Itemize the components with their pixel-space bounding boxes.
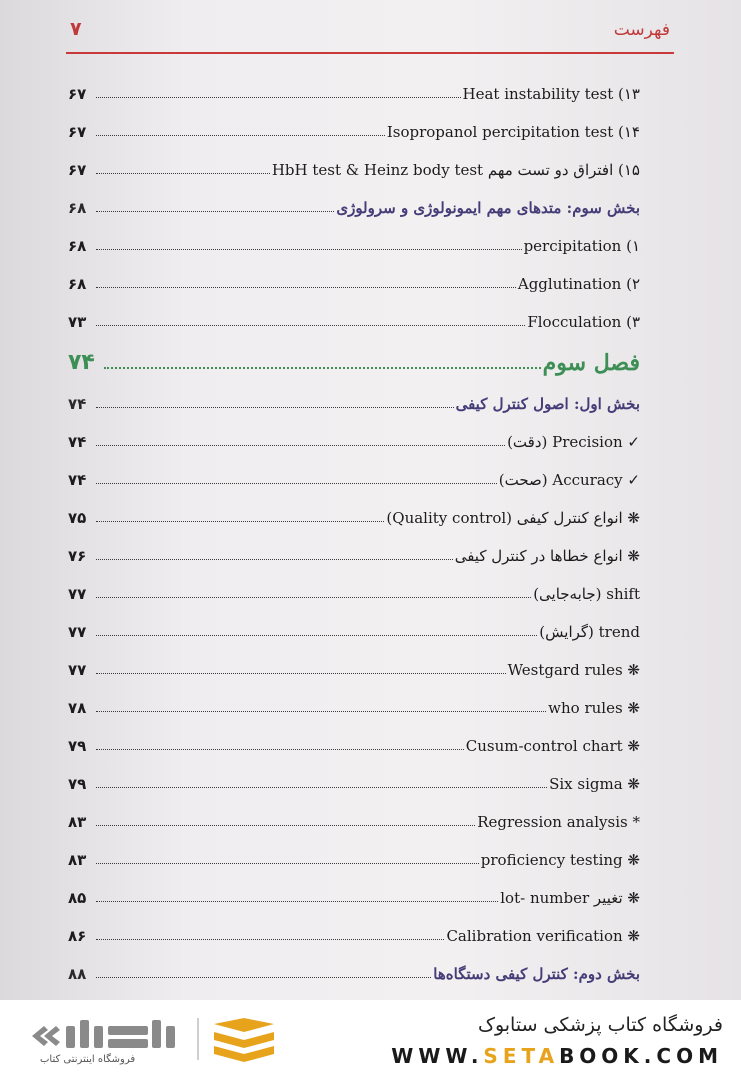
- toc-entry-title: ۱) percipitation: [523, 237, 640, 255]
- toc-entry-title: ✓ Precision (دقت): [507, 433, 640, 451]
- dot-leader: [96, 559, 453, 560]
- toc-entry-page: ۶۷: [68, 161, 87, 179]
- toc-entry-page: ۷۴: [68, 471, 87, 489]
- toc-entry[interactable]: [68, 464, 640, 492]
- toc-entry[interactable]: [68, 806, 640, 834]
- dot-leader: [96, 445, 505, 446]
- toc-entry-page: ۸۳: [68, 813, 87, 831]
- toc-entry-title: ❋ انواع خطاها در کنترل کیفی: [454, 547, 640, 565]
- dot-leader: [104, 367, 541, 369]
- toc-entry[interactable]: [68, 616, 640, 644]
- toc-entry-title: ❋ Six sigma: [549, 775, 640, 793]
- toc-entry-page: ۷۳: [68, 313, 87, 331]
- toc-entry-title: trend (گرایش): [539, 623, 640, 641]
- toc-entry-page: ۶۷: [68, 123, 87, 141]
- toc-entry[interactable]: [68, 426, 640, 454]
- toc-entry[interactable]: [68, 230, 640, 258]
- dot-leader: [96, 173, 270, 174]
- toc-chapter[interactable]: [68, 342, 640, 378]
- toc-entry-title: ❋ تغییر lot- number: [500, 889, 640, 907]
- toc-entry[interactable]: [68, 768, 640, 796]
- toc-entry-page: ۸۳: [68, 851, 87, 869]
- dot-leader: [96, 749, 464, 750]
- toc-entry-page: ۷۷: [68, 661, 87, 679]
- toc-entry[interactable]: [68, 654, 640, 682]
- toc-entry-page: ۶۸: [68, 237, 87, 255]
- toc-section[interactable]: [68, 192, 640, 220]
- toc-entry-page: ۸۶: [68, 927, 87, 945]
- toc-entry-page: ۷۸: [68, 699, 87, 717]
- page-title: فهرست: [613, 20, 670, 40]
- toc-entry-title: ۳) Flocculation: [527, 313, 640, 331]
- dot-leader: [96, 135, 385, 136]
- toc-entry-title: ❋ Westgard rules: [507, 661, 640, 679]
- toc-entry[interactable]: [68, 540, 640, 568]
- dot-leader: [96, 597, 531, 598]
- dot-leader: [96, 521, 384, 522]
- toc-entry-title: ❋ Cusum-control chart: [465, 737, 640, 755]
- dot-leader: [96, 211, 334, 212]
- dot-leader: [96, 977, 431, 978]
- toc-entry-title: ❋ who rules: [548, 699, 640, 717]
- toc-entry-title: ✓ Accuracy (صحت): [498, 471, 640, 489]
- dot-leader: [96, 249, 522, 250]
- toc-entry-title: ❋ proficiency testing: [480, 851, 640, 869]
- dot-leader: [96, 483, 497, 484]
- dot-leader: [96, 787, 547, 788]
- toc-entry-page: ۷۷: [68, 623, 87, 641]
- toc-entry[interactable]: [68, 730, 640, 758]
- dot-leader: [96, 97, 461, 98]
- toc-entry-title: * Regression analysis: [477, 813, 640, 831]
- dot-leader: [96, 901, 498, 902]
- dot-leader: [96, 407, 454, 408]
- toc-entry-title: shift (جابه‌جایی): [533, 585, 640, 603]
- toc-entry-page: ۶۷: [68, 85, 87, 103]
- toc-entry[interactable]: [68, 306, 640, 334]
- toc-entry-page: ۷۴: [68, 433, 87, 451]
- toc-entry-title: ۱۵) افتراق دو تست مهم HbH test & Heinz body test: [271, 161, 640, 179]
- page-number: ۷: [70, 18, 82, 40]
- dot-leader: [96, 939, 444, 940]
- store-name: فروشگاه کتاب پزشکی ستابوک: [477, 1014, 723, 1036]
- dot-leader: [96, 863, 479, 864]
- toc-entry-page: ۷۹: [68, 775, 87, 793]
- toc-entry-title: بخش دوم: کنترل کیفی دستگاه‌ها: [433, 965, 640, 983]
- toc-entry-page: ۷۴: [68, 395, 87, 413]
- toc-entry-title: فصل سوم: [542, 350, 640, 376]
- dot-leader: [96, 711, 546, 712]
- toc-entry[interactable]: [68, 578, 640, 606]
- toc-entry-title: بخش اول: اصول کنترل کیفی: [455, 395, 640, 413]
- toc-entry-title: ۱۳) Heat instability test: [462, 85, 640, 103]
- store-url[interactable]: WWW.SETABOOK.COM: [391, 1044, 723, 1068]
- logo-caption: فروشگاه اینترنتی کتاب: [40, 1054, 136, 1065]
- toc-entry[interactable]: [68, 78, 640, 106]
- dot-leader: [96, 287, 516, 288]
- dot-leader: [96, 673, 506, 674]
- toc-entry-page: ۸۸: [68, 965, 87, 983]
- toc-entry[interactable]: [68, 502, 640, 530]
- toc-entry-page: ۷۹: [68, 737, 87, 755]
- toc-entry[interactable]: [68, 844, 640, 872]
- toc-entry-page: ۷۶: [68, 547, 87, 565]
- dot-leader: [96, 325, 525, 326]
- toc-entry-page: ۶۸: [68, 199, 87, 217]
- toc-section[interactable]: [68, 958, 640, 986]
- toc-entry-title: ۲) Agglutination: [517, 275, 640, 293]
- toc-entry-page: ۷۷: [68, 585, 87, 603]
- toc-entry[interactable]: [68, 116, 640, 144]
- toc-entry-page: ۷۵: [68, 509, 87, 527]
- toc-entry-page: ۶۸: [68, 275, 87, 293]
- toc-section[interactable]: [68, 388, 640, 416]
- store-footer-banner: [0, 1000, 741, 1080]
- dot-leader: [96, 825, 475, 826]
- toc-entry[interactable]: [68, 692, 640, 720]
- toc-entry[interactable]: [68, 268, 640, 296]
- toc-entry-title: ❋ انواع کنترل کیفی (Quality control): [386, 509, 640, 527]
- toc-entry[interactable]: [68, 154, 640, 182]
- toc-entry-title: بخش سوم: متدهای مهم ایمونولوژی و سرولوژی: [336, 199, 640, 217]
- toc-entry-title: ❋ Calibration verification: [446, 927, 640, 945]
- toc-entry-page: ۸۵: [68, 889, 87, 907]
- toc-entry-page: ۷۴: [68, 350, 95, 375]
- toc-entry[interactable]: [68, 882, 640, 910]
- toc-entry[interactable]: [68, 920, 640, 948]
- dot-leader: [96, 635, 537, 636]
- toc-entry-title: ۱۴) Isopropanol percipitation test: [386, 123, 640, 141]
